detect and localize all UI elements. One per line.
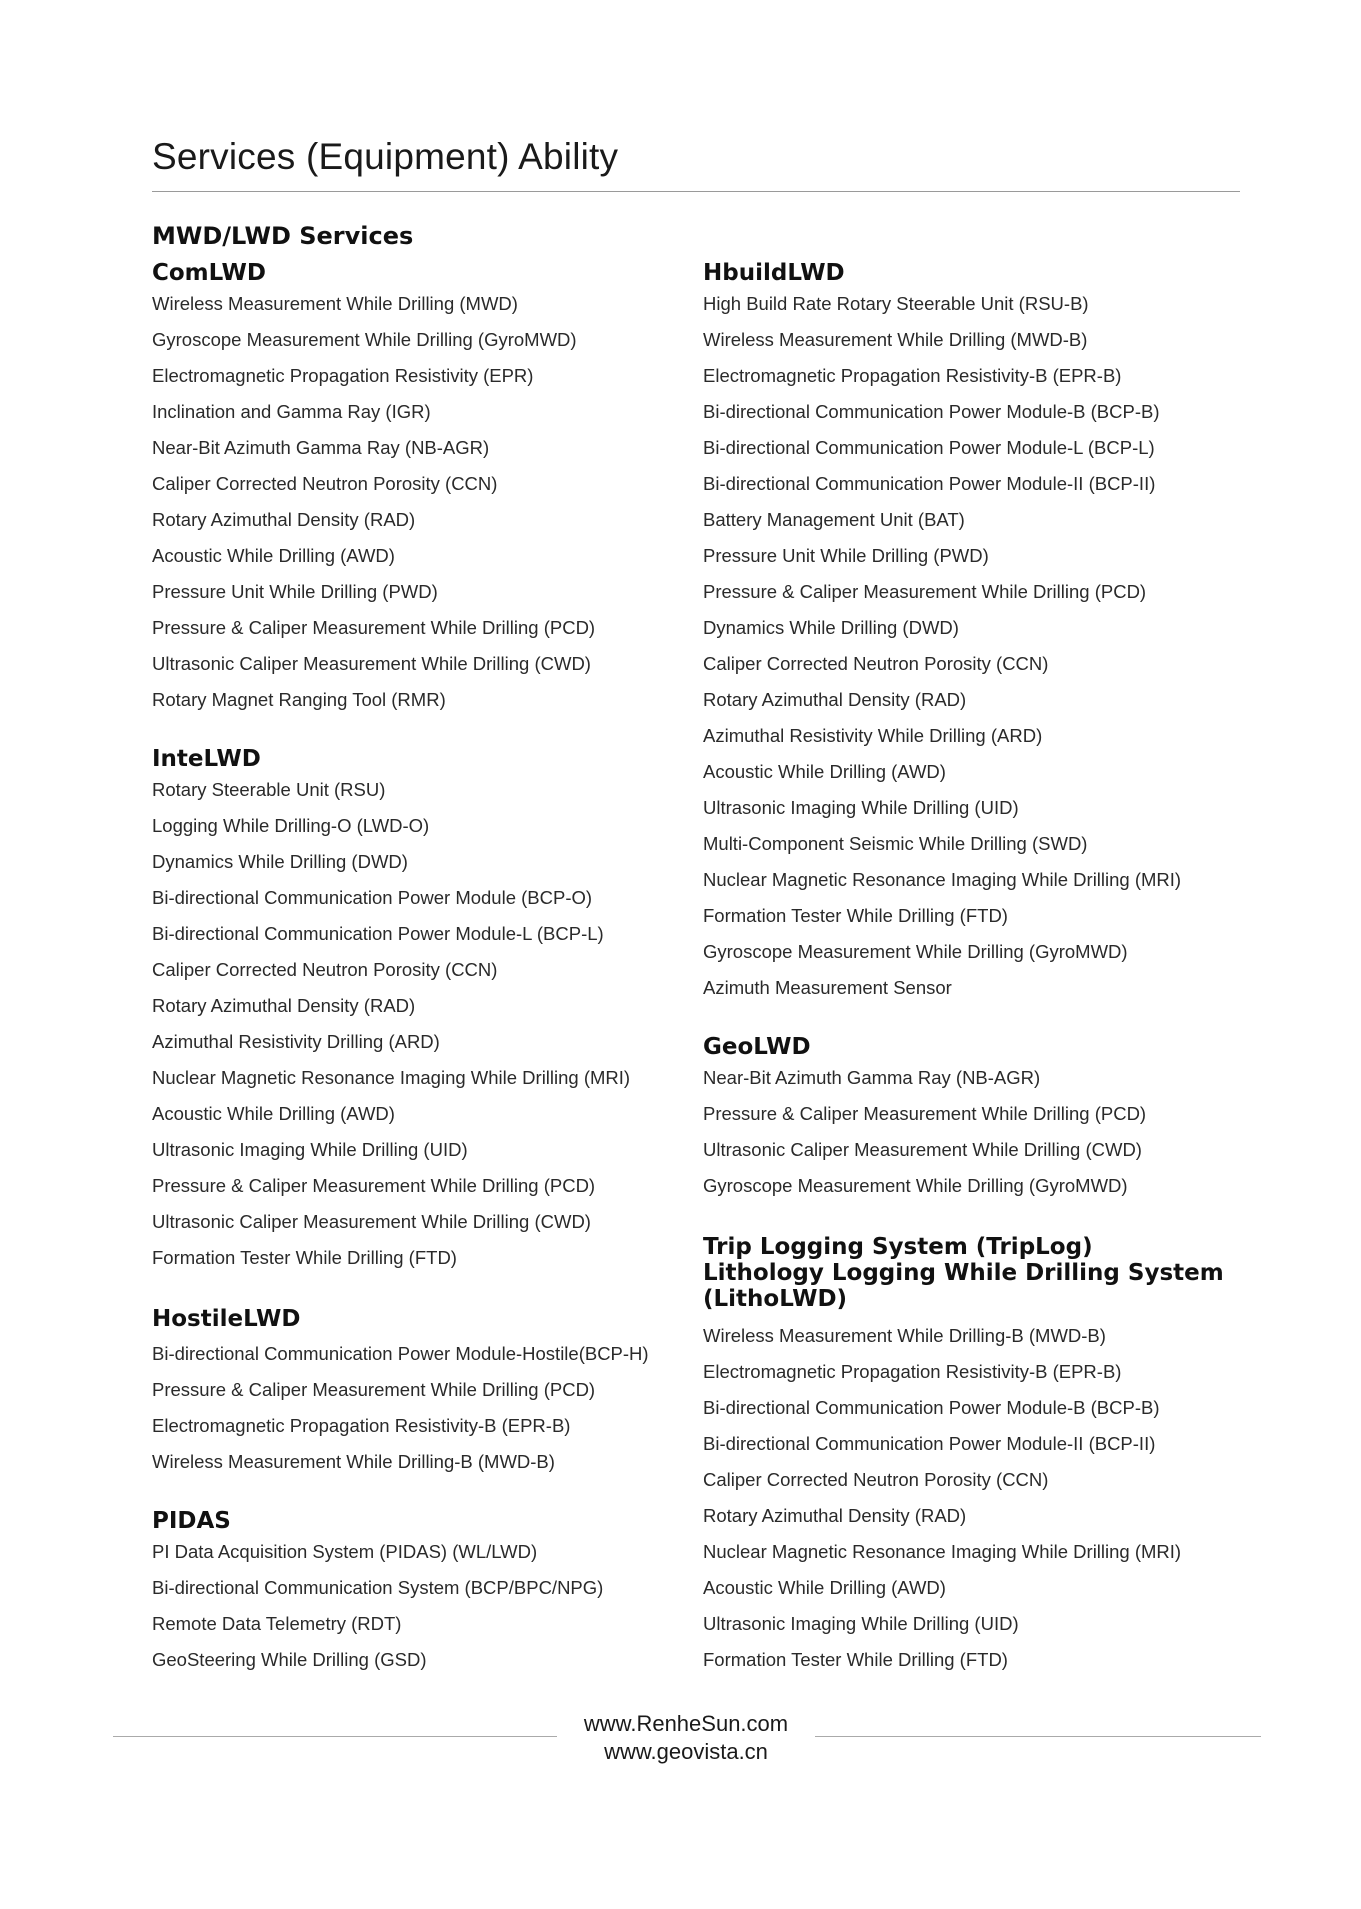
list-item: Ultrasonic Imaging While Drilling (UID) bbox=[703, 1613, 1019, 1634]
list-item: Inclination and Gamma Ray (IGR) bbox=[152, 401, 431, 422]
group-title-line: Lithology Logging While Drilling System bbox=[703, 1260, 1224, 1286]
list-item: Pressure & Caliper Measurement While Drilling (PCD) bbox=[703, 581, 1147, 602]
list-item: Pressure Unit While Drilling (PWD) bbox=[152, 581, 438, 602]
list-item: Wireless Measurement While Drilling-B (MWD-B) bbox=[703, 1325, 1106, 1346]
list-item: GeoSteering While Drilling (GSD) bbox=[152, 1649, 427, 1670]
list-item: Formation Tester While Drilling (FTD) bbox=[152, 1247, 457, 1268]
list-item: Bi-directional Communication Power Module-B (BCP-B) bbox=[703, 1397, 1160, 1418]
list-item: Electromagnetic Propagation Resistivity-B (EPR-B) bbox=[703, 365, 1122, 386]
list-item: Caliper Corrected Neutron Porosity (CCN) bbox=[703, 653, 1049, 674]
list-item: Acoustic While Drilling (AWD) bbox=[703, 1577, 946, 1598]
list-item: Nuclear Magnetic Resonance Imaging While Drilling (MRI) bbox=[703, 869, 1182, 890]
group-title: ComLWD bbox=[152, 260, 266, 286]
list-item: Multi-Component Seismic While Drilling (SWD) bbox=[703, 833, 1088, 854]
list-item: Ultrasonic Caliper Measurement While Drilling (CWD) bbox=[703, 1139, 1142, 1160]
group-hostilelwd bbox=[152, 1306, 692, 1486]
list-item: Wireless Measurement While Drilling-B (MWD-B) bbox=[152, 1451, 555, 1472]
list-item: Caliper Corrected Neutron Porosity (CCN) bbox=[152, 473, 498, 494]
list-item: Pressure & Caliper Measurement While Drilling (PCD) bbox=[152, 1379, 596, 1400]
list-item: Bi-directional Communication Power Module-II (BCP-II) bbox=[703, 1433, 1156, 1454]
list-item: Near-Bit Azimuth Gamma Ray (NB-AGR) bbox=[152, 437, 490, 458]
footer bbox=[557, 1710, 815, 1766]
list-item: Wireless Measurement While Drilling (MWD) bbox=[152, 293, 518, 314]
list-item: Acoustic While Drilling (AWD) bbox=[152, 545, 395, 566]
list-item: Bi-directional Communication Power Module-B (BCP-B) bbox=[703, 401, 1160, 422]
list-item: Logging While Drilling-O (LWD-O) bbox=[152, 815, 430, 836]
list-item: Bi-directional Communication Power Module (BCP-O) bbox=[152, 887, 593, 908]
footer-divider-left bbox=[113, 1736, 557, 1737]
group-title: InteLWD bbox=[152, 746, 261, 772]
list-item: Gyroscope Measurement While Drilling (GyroMWD) bbox=[703, 1175, 1128, 1196]
list-item: Ultrasonic Caliper Measurement While Drilling (CWD) bbox=[152, 653, 591, 674]
right-column bbox=[703, 260, 1263, 1684]
group-intelwd bbox=[152, 746, 692, 1282]
list-item: Rotary Azimuthal Density (RAD) bbox=[152, 995, 416, 1016]
list-item: PI Data Acquisition System (PIDAS) (WL/LWD) bbox=[152, 1541, 538, 1562]
list-item: Acoustic While Drilling (AWD) bbox=[703, 761, 946, 782]
list-item: Electromagnetic Propagation Resistivity-B (EPR-B) bbox=[152, 1415, 571, 1436]
group-pidas bbox=[152, 1508, 692, 1684]
list-item: Ultrasonic Imaging While Drilling (UID) bbox=[703, 797, 1019, 818]
group-title bbox=[703, 1234, 1263, 1312]
list-item: Azimuthal Resistivity While Drilling (ARD) bbox=[703, 725, 1043, 746]
section-heading: MWD/LWD Services bbox=[152, 222, 414, 250]
list-item: Gyroscope Measurement While Drilling (GyroMWD) bbox=[152, 329, 577, 350]
list-item: Remote Data Telemetry (RDT) bbox=[152, 1613, 402, 1634]
list-item: Dynamics While Drilling (DWD) bbox=[703, 617, 959, 638]
list-item: Dynamics While Drilling (DWD) bbox=[152, 851, 408, 872]
list-item: Ultrasonic Imaging While Drilling (UID) bbox=[152, 1139, 468, 1160]
group-geolwd bbox=[703, 1034, 1263, 1210]
footer-website-2: www.geovista.cn bbox=[604, 1739, 768, 1764]
list-item: Caliper Corrected Neutron Porosity (CCN) bbox=[152, 959, 498, 980]
group-title: HostileLWD bbox=[152, 1306, 301, 1332]
title-divider bbox=[152, 191, 1240, 192]
list-item: Formation Tester While Drilling (FTD) bbox=[703, 905, 1008, 926]
list-item: Bi-directional Communication Power Module-L (BCP-L) bbox=[703, 437, 1155, 458]
list-item: Formation Tester While Drilling (FTD) bbox=[703, 1649, 1008, 1670]
list-item: Bi-directional Communication Power Module-L (BCP-L) bbox=[152, 923, 604, 944]
list-item: Acoustic While Drilling (AWD) bbox=[152, 1103, 395, 1124]
list-item: Azimuth Measurement Sensor bbox=[703, 977, 952, 998]
list-item: Near-Bit Azimuth Gamma Ray (NB-AGR) bbox=[703, 1067, 1041, 1088]
list-item: Nuclear Magnetic Resonance Imaging While Drilling (MRI) bbox=[152, 1067, 631, 1088]
list-item: Rotary Azimuthal Density (RAD) bbox=[152, 509, 416, 530]
list-item: Bi-directional Communication Power Module-Hostile(BCP-H) bbox=[152, 1343, 649, 1364]
list-item: Pressure & Caliper Measurement While Drilling (PCD) bbox=[152, 1175, 596, 1196]
footer-website-1: www.RenheSun.com bbox=[583, 1711, 789, 1736]
group-title: HbuildLWD bbox=[703, 260, 845, 286]
list-item: Bi-directional Communication Power Module-II (BCP-II) bbox=[703, 473, 1156, 494]
list-item: Pressure & Caliper Measurement While Drilling (PCD) bbox=[703, 1103, 1147, 1124]
list-item: Bi-directional Communication System (BCP/BPC/NPG) bbox=[152, 1577, 604, 1598]
group-title-line: (LithoLWD) bbox=[703, 1286, 848, 1312]
list-item: Rotary Magnet Ranging Tool (RMR) bbox=[152, 689, 446, 710]
list-item: High Build Rate Rotary Steerable Unit (RSU-B) bbox=[703, 293, 1089, 314]
group-title-line: Trip Logging System (TripLog) bbox=[703, 1234, 1093, 1260]
list-item: Electromagnetic Propagation Resistivity-B (EPR-B) bbox=[703, 1361, 1122, 1382]
list-item: Pressure Unit While Drilling (PWD) bbox=[703, 545, 989, 566]
list-item: Pressure & Caliper Measurement While Drilling (PCD) bbox=[152, 617, 596, 638]
left-column bbox=[152, 260, 692, 1684]
group-hbuildlwd bbox=[703, 260, 1263, 1012]
list-item: Rotary Azimuthal Density (RAD) bbox=[703, 689, 967, 710]
group-comlwd bbox=[152, 260, 692, 724]
list-item: Electromagnetic Propagation Resistivity (EPR) bbox=[152, 365, 534, 386]
list-item: Nuclear Magnetic Resonance Imaging While Drilling (MRI) bbox=[703, 1541, 1182, 1562]
list-item: Ultrasonic Caliper Measurement While Drilling (CWD) bbox=[152, 1211, 591, 1232]
list-item: Caliper Corrected Neutron Porosity (CCN) bbox=[703, 1469, 1049, 1490]
group-title: PIDAS bbox=[152, 1508, 231, 1534]
page-title: Services (Equipment) Ability bbox=[152, 136, 619, 177]
list-item: Battery Management Unit (BAT) bbox=[703, 509, 965, 530]
list-item: Azimuthal Resistivity Drilling (ARD) bbox=[152, 1031, 440, 1052]
list-item: Gyroscope Measurement While Drilling (GyroMWD) bbox=[703, 941, 1128, 962]
list-item: Rotary Azimuthal Density (RAD) bbox=[703, 1505, 967, 1526]
footer-divider-right bbox=[815, 1736, 1261, 1737]
group-title: GeoLWD bbox=[703, 1034, 811, 1060]
group-triplog-litholwd bbox=[703, 1234, 1263, 1684]
list-item: Wireless Measurement While Drilling (MWD-B) bbox=[703, 329, 1088, 350]
list-item: Rotary Steerable Unit (RSU) bbox=[152, 779, 386, 800]
